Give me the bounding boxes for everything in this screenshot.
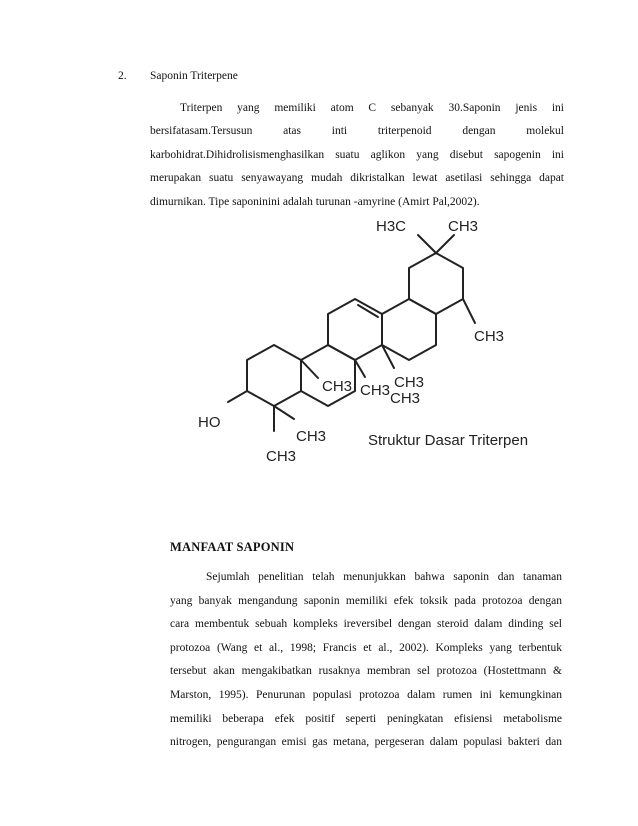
paragraph-line: dimurnikan. Tipe saponinini adalah turunan -amyrine (Amirt Pal,2002). — [150, 195, 480, 208]
paragraph-line: cara membentuk sebuah kompleks ireversibel dengan steroid dalam dinding sel — [170, 618, 562, 631]
label-ch3-top: CH3 — [448, 218, 479, 235]
label-h3c: H3C — [375, 218, 406, 235]
label-ch3-c14: CH3 — [394, 374, 425, 391]
label-ch3-ring-e: CH3 — [474, 328, 505, 345]
paragraph-line: protozoa (Wang et al., 1998; Francis et al., 2002). Kompleks yang terbentuk — [170, 641, 562, 654]
paragraph-line: bersifatasam.Tersusun atas inti triterpenoid dengan molekul — [150, 125, 564, 138]
paragraph-line: Sejumlah penelitian telah menunjukkan bahwa saponin dan tanaman — [206, 571, 562, 583]
label-ch3-c8: CH3 — [360, 382, 391, 399]
paragraph-line: Triterpen yang memiliki atom C sebanyak 30.Saponin jenis ini — [180, 102, 564, 114]
paragraph-line: memiliki beberapa efek positif seperti peningkatan efisiensi metabolisme — [170, 712, 562, 725]
paragraph-line: Marston, 1995). Penurunan populasi protozoa dalam rumen ini kemungkinan — [170, 688, 562, 701]
chemical-structure-diagram — [190, 205, 530, 467]
triterpene-structure-figure — [190, 205, 530, 467]
manfaat-heading: MANFAAT SAPONIN — [170, 540, 295, 554]
structure-labels — [198, 218, 528, 465]
label-ch3-c4b: CH3 — [266, 448, 297, 465]
paragraph-manfaat — [170, 566, 562, 755]
figure-caption: Struktur Dasar Triterpen — [368, 432, 529, 449]
paragraph-line: karbohidrat.Dihidrolisismenghasilkan suatu aglikon yang disebut sapogenin ini — [150, 148, 564, 161]
paragraph-line: tersebut akan mengakibatkan rusaknya membran sel protozoa (Hostettmann & — [170, 665, 562, 678]
label-ch3-c10: CH3 — [322, 378, 353, 395]
paragraph-line: merupakan suatu senyawayang mudah dikristalkan lewat asetilasi sehingga dapat — [150, 172, 564, 185]
paragraph-line: nitrogen, pengurangan emisi gas metana, pergeseran dalam populasi bakteri dan — [170, 736, 562, 749]
ring-bonds — [228, 235, 475, 431]
label-ch3-c14b: CH3 — [390, 390, 421, 407]
section-number: 2. — [118, 70, 127, 82]
label-ho: HO — [198, 414, 221, 431]
paragraph-line: yang banyak mengandung saponin memiliki efek toksik pada protozoa dengan — [170, 594, 562, 607]
label-ch3-c4a: CH3 — [296, 428, 327, 445]
section-title: Saponin Triterpene — [150, 70, 238, 82]
paragraph-triterpene — [150, 97, 564, 214]
